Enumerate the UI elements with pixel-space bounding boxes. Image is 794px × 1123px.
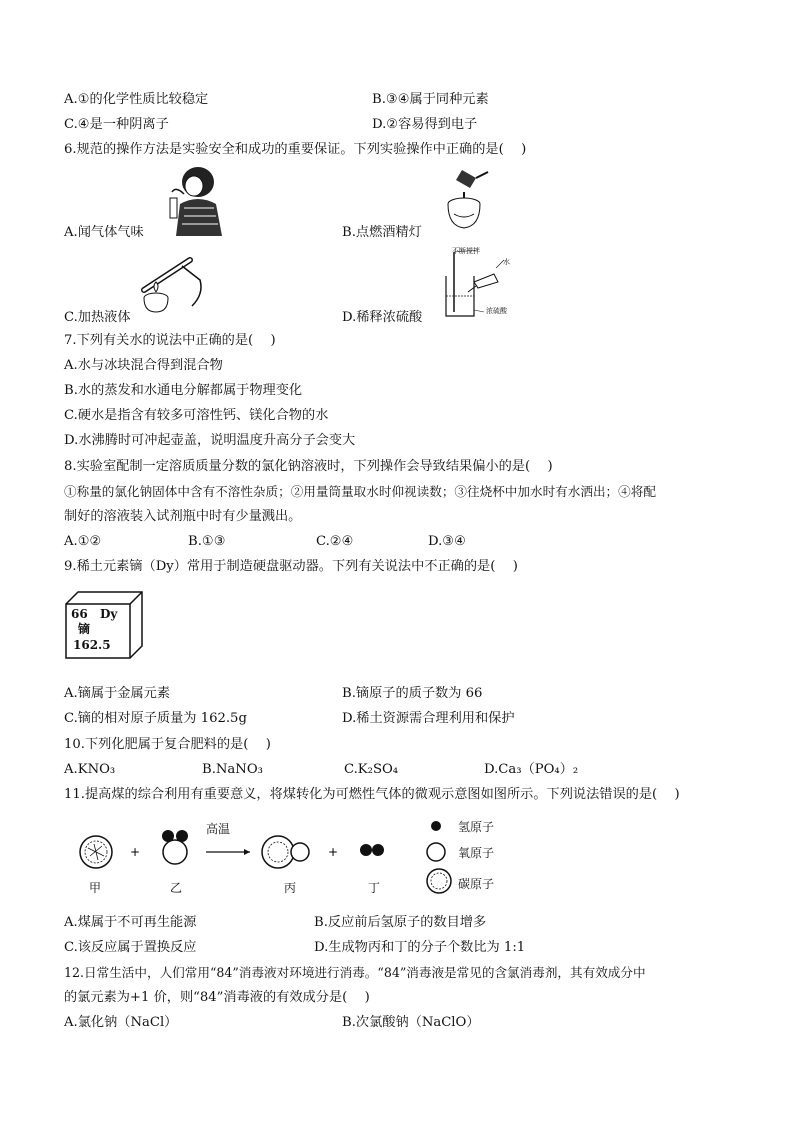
q6-option-c: C.加热液体 <box>64 310 131 325</box>
label-jia: 甲 <box>89 881 102 895</box>
q6-option-b: B.点燃酒精灯 <box>342 225 422 240</box>
alcohol-lamp-figure <box>440 164 504 236</box>
q5-option-c: C.④是一种阴离子 <box>64 117 169 132</box>
heat-liquid-figure <box>134 254 214 316</box>
q12-stem-line2: 的氯元素为+1 价，则“84”消毒液的有效成分是( ) <box>64 990 370 1005</box>
q8-stem: 8.实验室配制一定溶质质量分数的氯化钠溶液时，下列操作会导致结果偏小的是( ) <box>64 459 553 474</box>
q6-option-a: A.闻气体气味 <box>64 225 144 240</box>
q9-stem: 9.稀土元素镝（Dy）常用于制造硬盘驱动器。下列有关说法中不正确的是( ) <box>64 559 518 574</box>
svg-text:+: + <box>328 845 339 859</box>
atomic-mass: 162.5 <box>73 638 111 652</box>
q6-option-d: D.稀释浓硫酸 <box>342 310 423 325</box>
q8-detail-line2: 制好的溶液装入试剂瓶中时有少量溅出。 <box>64 509 302 524</box>
q10-option-c: C.K₂SO₄ <box>344 762 399 777</box>
q9-option-b: B.镝原子的质子数为 66 <box>342 686 483 701</box>
water-label: 水 <box>503 258 510 266</box>
q6-stem: 6.规范的操作方法是实验安全和成功的重要保证。下列实验操作中正确的是( ) <box>64 142 527 157</box>
q7-option-c: C.硬水是指含有较多可溶性钙、镁化合物的水 <box>64 408 329 423</box>
q10-option-a: A.KNO₃ <box>64 762 116 777</box>
label-ding: 丁 <box>368 881 381 895</box>
q11-option-d: D.生成物丙和丁的分子个数比为 1:1 <box>314 940 526 955</box>
legend-hydrogen: 氢原子 <box>458 820 495 834</box>
q11-option-a: A.煤属于不可再生能源 <box>64 915 197 930</box>
q8-option-c: C.②④ <box>316 534 354 549</box>
element-symbol: Dy <box>100 607 118 621</box>
q7-stem: 7.下列有关水的说法中正确的是( ) <box>64 333 276 348</box>
q12-option-a: A.氯化钠（NaCl） <box>64 1015 178 1030</box>
label-bing: 丙 <box>284 881 297 895</box>
q9-option-c: C.镝的相对原子质量为 162.5g <box>64 711 247 726</box>
q5-option-b: B.③④属于同种元素 <box>372 92 489 107</box>
q8-detail-line1: ①称量的氯化钠固体中含有不溶性杂质；②用量筒量取水时仰视读数；③往烧杯中加水时有水洒出；④将配 <box>64 484 656 499</box>
acid-label: 浓硫酸 <box>486 307 507 315</box>
q5-option-a: A.①的化学性质比较稳定 <box>64 92 209 107</box>
element-cell-dy <box>64 590 144 660</box>
label-yi: 乙 <box>170 881 183 895</box>
q8-option-a: A.①② <box>64 534 102 549</box>
smell-gas-figure <box>158 164 230 238</box>
q10-option-d: D.Ca₃（PO₄）₂ <box>484 762 579 777</box>
legend-carbon: 碳原子 <box>458 877 495 891</box>
q5-option-d: D.②容易得到电子 <box>372 117 478 132</box>
q12-option-b: B.次氯酸钠（NaClO） <box>342 1015 480 1030</box>
q9-option-a: A.镝属于金属元素 <box>64 686 171 701</box>
q10-option-b: B.NaNO₃ <box>202 762 263 777</box>
q11-stem: 11.提高煤的综合利用有重要意义，将煤转化为可燃性气体的微观示意图如图所示。下列说法错误的是( ) <box>64 787 680 802</box>
q7-option-d: D.水沸腾时可冲起壶盖，说明温度升高分子会变大 <box>64 433 356 448</box>
stir-label: 不断搅拌 <box>452 247 480 255</box>
q8-option-b: B.①③ <box>188 534 226 549</box>
q8-option-d: D.③④ <box>428 534 466 549</box>
q9-option-d: D.稀土资源需合理利用和保护 <box>342 711 515 726</box>
carbon-atom-legend-icon <box>424 866 454 896</box>
q7-option-a: A.水与冰块混合得到混合物 <box>64 358 223 373</box>
reaction-condition: 高温 <box>206 822 231 836</box>
legend-oxygen: 氧原子 <box>458 846 495 860</box>
element-name: 镝 <box>78 622 91 636</box>
q11-option-c: C.该反应属于置换反应 <box>64 940 197 955</box>
q12-stem-line1: 12.日常生活中，人们常用“84”消毒液对环境进行消毒。“84”消毒液是常见的含氯消毒剂，其有效成分中 <box>64 965 646 980</box>
svg-text:+: + <box>130 845 141 859</box>
q10-stem: 10.下列化肥属于复合肥料的是( ) <box>64 737 271 752</box>
q7-option-b: B.水的蒸发和水通电分解都属于物理变化 <box>64 383 303 398</box>
q11-option-b: B.反应前后氢原子的数目增多 <box>314 915 487 930</box>
atomic-number: 66 <box>71 607 88 621</box>
